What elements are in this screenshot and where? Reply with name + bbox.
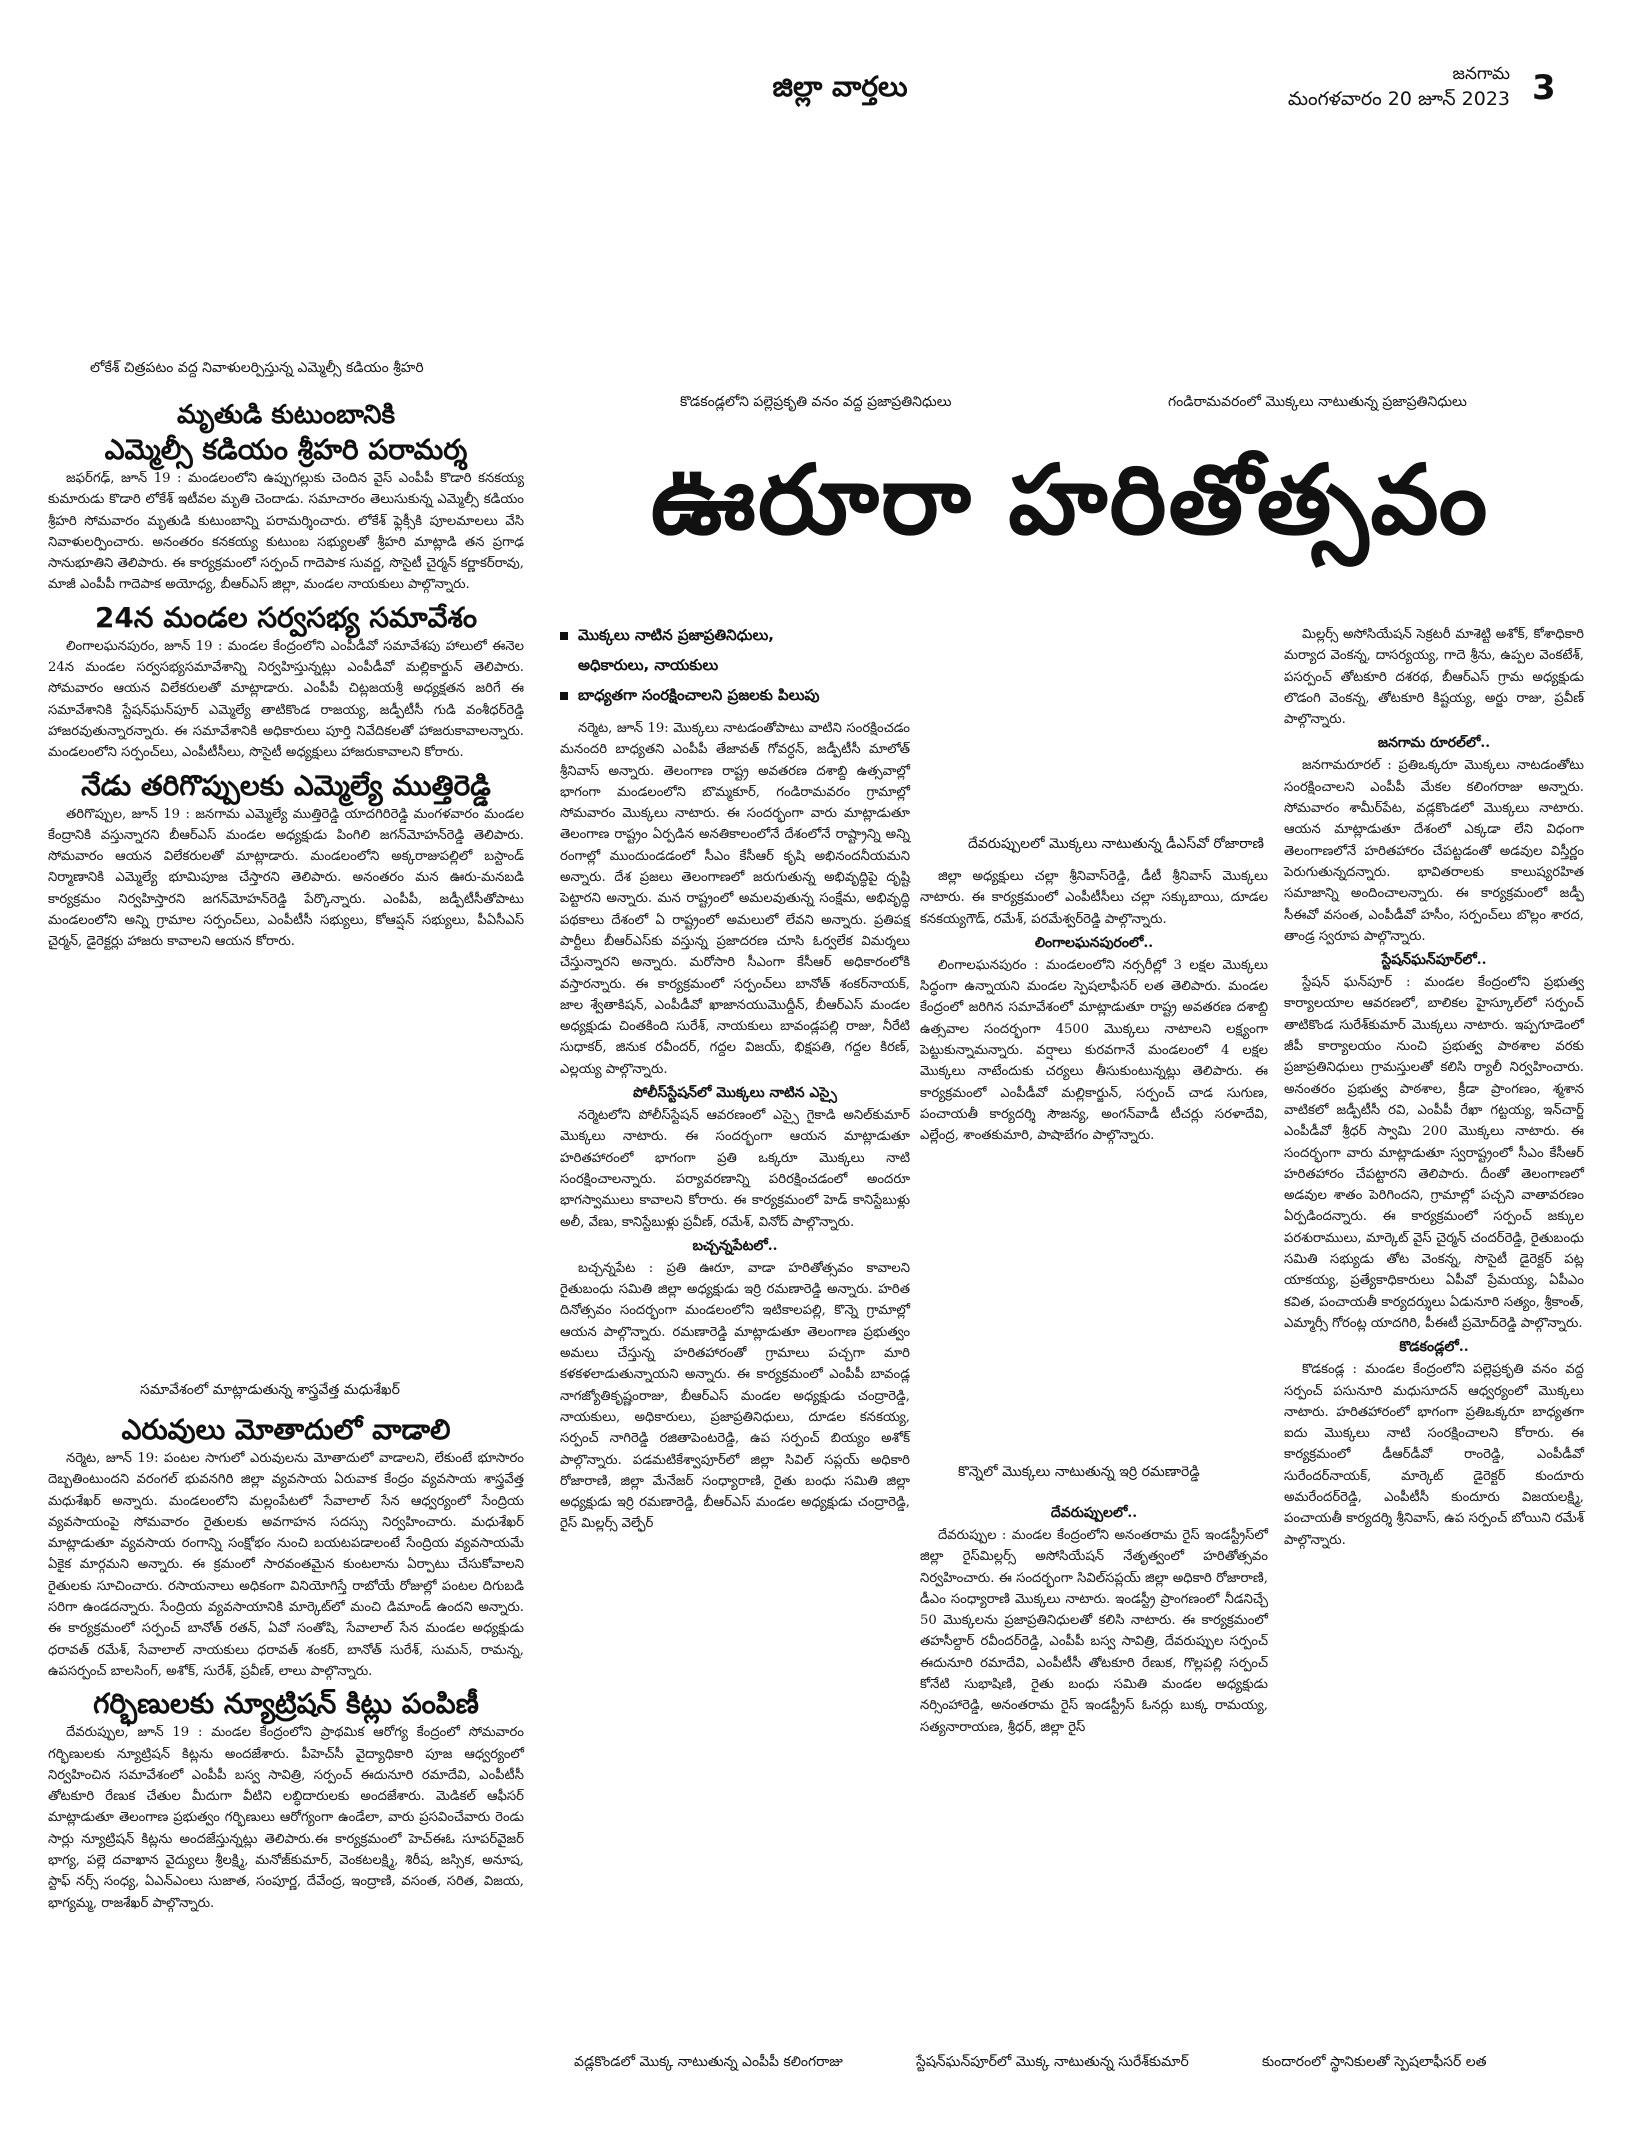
headline-fertilizers: ఎరువులు మోతాదులో వాడాలి xyxy=(121,1413,451,1446)
highlight-item: అధికారులు, నాయకులు xyxy=(578,656,719,674)
bullet-square-icon xyxy=(560,632,568,640)
highlight-item: మొక్కలు నాటిన ప్రజాప్రతినిధులు, xyxy=(560,620,980,650)
left-column-lower xyxy=(48,1412,524,1914)
main-col3-para2: జనగామరూరల్ : ప్రతిఒక్కరూ మొక్కలు నాటడంతోటు సంరక్షించాలని ఎంపీపీ మేకల కలింగరాజు అన్నారు. సోమవారం శామీర్‌పేట, వడ్లకొండలో మొక్కలు నాటారు. ఆయన మాట్లాడుతూ దేశంలో ఎక్కడా లేని విధంగా తెలంగాణలోనే హరితహారం చేపట్టడంతో అడవుల విస్తీర్ణం పెరుగుతున్నదన్నారు. భావితరాలకు కాలుష్యరహిత సమాజాన్ని అందించాలన్నారు. ఈ కార్యక్రమంలో జడ్పీ సీఈవో వసంత, ఎంపీడీవో హసీం, సర్పంచ్‌లు బొల్లం శారద, తాండ్ర స్వరూప పాల్గొన్నారు. xyxy=(1284,758,1584,944)
highlight-item: బాధ్యతగా సంరక్షించాలని ప్రజలకు పిలుపు xyxy=(560,680,980,710)
edition-city: జనగామ xyxy=(1452,64,1510,84)
main-col3-para4: కొడకండ్ల : మండల కేంద్రంలోని పల్లెప్రకృతి వనం వద్ద సర్పంచ్ పసునూరి మధుసూదన్ ఆధ్వర్యంలో మొక్కలు నాటారు. హరితహారంలో భాగంగా ప్రతిఒక్కరూ బాధ్యతగా ఐదు మొక్కలు నాటి సంరక్షించాలని కోరారు. ఈ కార్యక్రమంలో డీఆర్‌డీవో రాంరెడ్డి, ఎంపీడీవో సురేందర్‌నాయక్, మార్కెట్ డైరెక్టర్ కుందూరు అమరేందర్‌రెడ్డి, ఎంపీటీసీ కుందూరు విజయలక్ష్మి, పంచాయతీ కార్యదర్శి శ్రీనివాస్, ఉప సర్పంచ్ బోయిని రమేశ్ పాల్గొన్నారు. xyxy=(1284,1362,1584,1548)
subhead-station-ghanpur: స్టేషన్‌ఘన్‌పూర్‌లో.. xyxy=(1381,952,1487,969)
page-number: 3 xyxy=(1532,68,1556,108)
edition-date: మంగళవారం 20 జూన్ 2023 xyxy=(1287,88,1510,110)
bullet-square-icon xyxy=(560,692,568,700)
main-col1-para3: బచ్చన్నపేట : ప్రతి ఊరూ, వాడా హరితోత్సవం కావాలని రైతుబంధు సమితి జిల్లా అధ్యక్షుడు ఇర్రి రమణారెడ్డి అన్నారు. హరిత దినోత్సవం సందర్భంగా మండలంలోని ఇటికాలపల్లి, కొన్నె గ్రామాల్లో ఆయన పాల్గొన్నారు. రమణారెడ్డి మాట్లాడుతూ తెలంగాణ ప్రభుత్వం అమలు చేస్తున్న హరితహారంతో గ్రామాలు పచ్చగా మారి కళకళలాడుతున్నాయని అన్నారు. ఈ కార్యక్రమంలో ఎంపీపీ బావండ్ల నాగజ్యోతికృష్ణంరాజు, బీఆర్‌ఎస్ మండల అధ్యక్షుడు చంద్రారెడ్డి, నాయకులు, అధికారులు, ప్రజాప్రతినిధులు, దూడల కనకయ్య, సర్పంచ్ నాగిరెడ్డి రజితాపెంటరెడ్డి, ఉప సర్పంచ్ బియ్యం అశోక్ పాల్గొన్నారు. పడమటికేశ్వాపూర్‌లో జిల్లా సివిల్ సప్లయ్ అధికారి రోజారాణి, జిల్లా మేనేజర్ సంధ్యారాణి, రైతు బంధు సమితి జిల్లా అధ్యక్షుడు ఇర్రి రమణారెడ్డి, బీఆర్‌ఎస్ మండల అధ్యక్షుడు చంద్రారెడ్డి, రైస్ మిల్లర్స్ వెల్ఫేర్ xyxy=(560,1260,910,1532)
article-mandal-meeting-body: లింగాలఘనపురం, జూన్ 19 : మండల కేంద్రంలోని ఎంపీడీవో సమావేశపు హాలులో ఈనెల 24న మండల సర్వసభ్యసమావేశాన్ని నిర్వహిస్తున్నట్లు ఎంపీడీవో మల్లికార్జున్ తెలిపారు. సోమవారం ఆయన విలేకరులతో మాట్లాడారు. ఎంపీపీ చిట్లజయశ్రీ అధ్యక్షతన జరిగే ఈ సమావేశానికి స్టేషన్‌ఘన్‌పూర్ ఎమ్మెల్యే తాటికొండ రాజయ్య, జడ్పీటీసీ గుడి వంశీధర్‌రెడ్డి హాజరవుతున్నారన్నారు. ఈ సమావేశానికి అధికారులు పూర్తి నివేదికలతో హాజరుకావాలన్నారు. మండలంలోని సర్పంచ్‌లు, ఎంపీటీసీలు, సొసైటీ అధ్యక్షులు హాజరుకావాలని కోరారు. xyxy=(48,638,524,761)
subhead-lingalaghanapuram: లింగాలఘనపురంలో.. xyxy=(1034,934,1154,951)
photo-caption-gandiramavaram: గండిరామవరంలో మొక్కలు నాటుతున్న ప్రజాప్రతినిధులు xyxy=(1168,394,1467,410)
main-column-1 xyxy=(560,718,910,1535)
photo-caption-lokesh: లోకేశ్ చిత్రపటం వద్ద నివాళులర్పిస్తున్న ఎమ్మెల్సీ కడియం శ్రీహరి xyxy=(90,360,424,376)
headline-condolence-1: మృతుడి కుటుంబానికి xyxy=(176,400,396,430)
subhead-janagama-rural: జనగామ రూరల్‌లో.. xyxy=(1377,735,1491,752)
photo-caption-konne: కొన్నెలో మొక్కలు నాటుతున్న ఇర్రి రమణారెడ్డి xyxy=(958,1464,1200,1480)
left-column xyxy=(48,398,524,953)
headline-mandal-meeting: 24న మండల సర్వసభ్య సమావేశం xyxy=(94,600,478,634)
article-fertilizers-body: నర్మెట, జూన్ 19: పంటల సాగులో ఎరువులను మోతాదులో వాడాలని, లేకుంటే భూసారం దెబ్బతింటుందని వరంగల్ భువనగిరి జిల్లా వ్యవసాయ ఏరువాక కేంద్రం వ్యవసాయ శాస్త్రవేత్త మధుశేఖర్ అన్నారు. మండలంలోని మల్లంపేటలో సేవాలాల్ సేన ఆధ్వర్యంలో సేంద్రియ వ్యవసాయంపై సోమవారం రైతులకు అవగాహన సదస్సు నిర్వహించారు. మధుశేఖర్ మాట్లాడుతూ వ్యవసాయ రంగాన్ని సంక్షోభం నుంచి బయటపడాలంటే సేంద్రియ వ్యవసాయమే ఏకైక మార్గమని అన్నారు. ఈ క్రమంలో సారవంతమైన కుంటలాను ఏర్పాటు చేసుకోవాలని రైతులకు సూచించారు. రసాయనాలు అధికంగా వినియోగిస్తే రాబోయే రోజుల్లో పంటల దిగుబడి సరిగా ఉండదన్నారు. సేంద్రియ వ్యవసాయానికి మార్కెట్‌లో మంచి డిమాండ్ ఉందని అన్నారు. ఈ కార్యక్రమంలో సర్పంచ్ బానోత్ రతన్, ఏవో సంతోషి, సేవాలాల్ సేన మండల అధ్యక్షుడు ధరావత్ రమేశ్, సేవాలాల్ నాయకులు ధరావత్ శంకర్, బానోత్ సురేశ్, సుమన్, రామన్న, ఉపసర్పంచ్ బాలసింగ్, అశోక్, సురేశ్, ప్రవీణ్, లాలు పాల్గొన్నారు. xyxy=(48,1451,524,1679)
main-column-3 xyxy=(1284,624,1584,1551)
subhead-bachannapet: బచ్చన్నపేటలో.. xyxy=(692,1237,778,1254)
main-headline: ఊరూరా హరితోత్సవం xyxy=(650,444,1490,556)
photo-caption-stationghanpur: స్టేషన్‌ఘన్‌పూర్‌లో మొక్క నాటుతున్న సురేశ్‌కుమార్ xyxy=(916,2054,1189,2070)
article-nutrition-kits-body: దేవరుప్పుల, జూన్ 19 : మండల కేంద్రంలోని ప్రాథమిక ఆరోగ్య కేంద్రంలో సోమవారం గర్భిణులకు న్యూట్రిషన్ కిట్లను అందజేశారు. పీహెచ్‌సీ వైద్యాధికారి పూజ ఆధ్వర్యంలో నిర్వహించిన సమావేశంలో ఎంపీపీ బస్వ సావిత్రి, సర్పంచ్ ఈదునూరి రమాదేవి, ఎంపీటీసీ తోటకూరి రేణుక చేతుల మీదుగా వీటిని లబ్ధిదారులకు అందజేశారు. మెడికల్ ఆఫీసర్ మాట్లాడుతూ తెలంగాణ ప్రభుత్వం గర్భిణులు ఆరోగ్యంగా ఉండేలా, వారు ప్రసవించేవారు రెండు సార్లు న్యూట్రిషన్ కిట్లను అందజేస్తున్నట్లు తెలిపారు.ఈ కార్యక్రమంలో హెచ్‌ఈఓ సూపర్‌వైజర్ భాగ్య, పల్లె దవాఖాన వైద్యులు శ్రీలక్ష్మి, మనోజ్‌కుమార్, వెంకటలక్ష్మి, శిరీష, జస్సిక, అనూష, స్టాఫ్ నర్స్ సంధ్య, ఏఎన్ఎంలు సుజాత, సంపూర్ణ, దేవేంద్ర, ఇంద్రాణి, వసంత, సరిత, విజయ, భాగ్యమ్మ, రాజశేఖర్ పాల్గొన్నారు. xyxy=(48,1725,524,1911)
photo-caption-madhushekar: సమావేశంలో మాట్లాడుతున్న శాస్త్రవేత్త మధుశేఖర్ xyxy=(140,1382,400,1398)
main-col3-para1: మిల్లర్స్ అసోసియేషన్ సెక్రటరీ మాశెట్టి అశోక్, కోశాధికారి మర్యాద వెంకన్న, దాసర్యయ్య, గాదె శ్రీను, ఉప్పల వెంకటేశ్, పసర్పంచ్ తోటకూరి దశరథ, బీఆర్‌ఎస్ గ్రామ అధ్యక్షుడు లొడంగి వెంకన్న, తోటకూరి కిష్టయ్య, అర్జు రాజు, ప్రవీణ్ పాల్గొన్నారు. xyxy=(1284,627,1584,728)
article-condolence-body: జఫర్‌గఢ్, జూన్ 19 : మండలంలోని ఉప్పుగల్లుకు చెందిన వైస్ ఎంపీపీ కొడారి కనకయ్య కుమారుడు కొడారి లోకేశ్ ఇటీవల మృతి చెందాడు. సమాచారం తెలుసుకున్న ఎమ్మెల్సీ కడియం శ్రీహరి సోమవారం మృతుడి కుటుంబాన్ని పరామర్శించారు. లోకేశ్ ఫ్లెక్సీకి పూలమాలలు వేసి నివాళులర్పించారు. అనంతరం కనకయ్య కుటుంబ సభ్యులతో శ్రీహరి మాట్లాడి తన ప్రగాఢ సానుభూతిని తెలిపారు. ఈ కార్యక్రమంలో సర్పంచ్ గాదెపాక సువర్ణ, సొసైటీ చైర్మన్ కర్ణాకర్‌రావు, మాజీ ఎంపీపీ గాదెపాక అయోధ్య, బీఆర్‌ఎస్ జిల్లా, మండల నాయకులు పాల్గొన్నారు. xyxy=(48,471,524,593)
headline-nutrition-kits: గర్భిణులకు న్యూట్రిషన్ కిట్లు పంపిణీ xyxy=(93,1687,479,1721)
subhead-police-station: పోలీస్‌స్టేషన్‌లో మొక్కలు నాటిన ఎస్సై xyxy=(633,1085,837,1102)
main-col2-para3: దేవరుప్పుల : మండల కేంద్రంలోని అనంతరామ రైస్ ఇండస్ట్రీస్‌లో జిల్లా రైస్‌మిల్లర్స్ అసోసియేషన్ నేతృత్వంలో హరితోత్సవం నిర్వహించారు. ఈ సందర్భంగా సివిల్‌సప్లయ్ జిల్లా అధికారి రోజారాణి, డీఎం సంధ్యారాణి మొక్కలు నాటారు. ఇండస్ట్రీ ప్రాంగణంలో నీడనిచ్చే 50 మొక్కలను ప్రజాప్రతినిధులతో కలిసి నాటారు. ఈ కార్యక్రమంలో తహసీల్దార్ రవీందర్‌రెడ్డి, ఎంపీపీ బస్వ సావిత్రి, దేవరుప్పుల సర్పంచ్ ఈదునూరి రమాదేవి, ఎంపీటీసీ తోటకూరి రేణుక, గొల్లపల్లి సర్పంచ్ కోనేటి సుభాషిణి, రైతు బంధు సమితి మండల అధ్యక్షుడు నర్సింహారెడ్డి, అనంతరామ రైస్ ఇండస్ట్రీస్ ఓనర్లు బుక్క రామయ్య, సత్యనారాయణ, శ్రీధర్, జిల్లా రైస్ xyxy=(920,1528,1268,1735)
main-col2-para1: జిల్లా అధ్యక్షులు చల్లా శ్రీనివాస్‌రెడ్డి, డీటీ శ్రీనివాస్ మొక్కలు నాటారు. ఈ కార్యక్రమంలో ఎంపీటీసీలు చల్లా సక్కుబాయి, దూడల కనకయ్యగౌడ్, రమేశ్, పరమేశ్వర్‌రెడ్డి పాల్గొన్నారు. xyxy=(920,869,1268,927)
main-highlights xyxy=(560,620,980,710)
main-col3-para3: స్టేషన్ ఘన్‌పూర్ : మండల కేంద్రంలోని ప్రభుత్వ కార్యాలయాల ఆవరణలో, బాలికల హైస్కూల్‌లో సర్పంచ్ తాటికొండ సురేశ్‌కుమార్ మొక్కలు నాటారు. ఇప్పగూడెంలో జీపీ కార్యాలయం నుంచి ప్రభుత్వ పాఠశాల వరకు ప్రజాప్రతినిధులు గ్రామస్తులతో కలిసి ర్యాలీ నిర్వహించారు. అనంతరం ప్రభుత్వ పాఠశాల, క్రీడా ప్రాంగణం, శ్మశాన వాటికలో జడ్పీటీసీ రవి, ఎంపీపీ రేఖా గట్టయ్య, ఇన్‌చార్జ్ ఎంపీడీవో శ్రీధర్ స్వామి 200 మొక్కలు నాటారు. ఈ సందర్భంగా వారు మాట్లాడుతూ స్వరాష్ట్రంలో సీఎం కేసీఆర్ హరితహారం చేపట్టారని తెలిపారు. దీంతో తెలంగాణలో అడవుల శాతం పెరిగిందని, గ్రామాల్లో పచ్చని వాతావరణం ఏర్పడిందన్నారు. ఈ కార్యక్రమంలో సర్పంచ్ జక్కుల పరశురాములు, మార్కెట్ వైస్ చైర్మన్ చందర్‌రెడ్డి, రైతుబంధు సమితి సభ్యుడు తోట వెంకన్న, సొసైటీ డైరెక్టర్ పట్ల యాకయ్య, ప్రత్యేకాధికారులు ఏపీవో ప్రేమయ్య, ఏపీఎం కవిత, పంచాయతీ కార్యదర్శులు ఏడునూరి సత్యం, శ్రీకాంత్, ఎమ్మార్సీ గోరంట్ల యాదగిరి, పీఈటీ ప్రమోద్‌రెడ్డి పాల్గొన్నారు. xyxy=(1284,975,1584,1331)
photo-caption-kundaram: కుందారంలో స్థానికులతో స్పెషలాఫీసర్ లత xyxy=(1262,2054,1487,2070)
photo-caption-kodakandla: కొడకండ్లలోని పల్లెప్రకృతి వనం వద్ద ప్రజాప్రతినిధులు xyxy=(680,394,952,410)
section-title: జిల్లా వార్తలు xyxy=(772,70,908,103)
main-column-2-lower xyxy=(920,1500,1268,1738)
main-col1-para2: నర్మెటలోని పోలీస్‌స్టేషన్ ఆవరణంలో ఎస్సై గైకాడి అనిల్‌కుమార్ మొక్కలు నాటారు. ఈ సందర్భంగా ఆయన మాట్లాడుతూ హరితహారంలో భాగంగా ప్రతి ఒక్కరూ మొక్కలు నాటి సంరక్షించాలన్నారు. పర్యావరణాన్ని పరిరక్షించడంలో అందరూ భాగస్వాములు కావాలని కోరారు. ఈ కార్యక్రమంలో హెడ్ కానిస్టేబుళ్లు అలీ, వేణు, కానిస్టేబుళ్లు ప్రవీణ్, రమేశ్, వినోద్ పాల్గొన్నారు. xyxy=(560,1108,910,1230)
subhead-devaruppula: దేవరుప్పులలో.. xyxy=(1050,1505,1138,1521)
headline-mla-visit: నేడు తరిగొప్పులకు ఎమ్మెల్యే ముత్తిరెడ్డి xyxy=(81,768,491,802)
article-mla-visit-body: తరిగొప్పుల, జూన్ 19 : జనగామ ఎమ్మెల్యే ముత్తిరెడ్డి యాదగిరిరెడ్డి మంగళవారం మండల కేంద్రానికి వస్తున్నారని బీఆర్‌ఎస్ మండల అధ్యక్షుడు పింగిలి జగన్‌మోహన్‌రెడ్డి తెలిపారు. సోమవారం ఆయన విలేకరులతో మాట్లాడారు. మండలంలోని అక్కరాజుపల్లిలో బస్టాండ్ నిర్మాణానికి ఎమ్మెల్యే భూమిపూజ చేస్తారని తెలిపారు. అనంతరం మన ఊరు-మనబడి కార్యక్రమం నిర్వహిస్తారని జగన్‌మోహన్‌రెడ్డి పేర్కొన్నారు. ఎంపీపీ, జడ్పీటీసీతోపాటు మండలంలోని అన్ని గ్రామాల సర్పంచ్‌లు, ఎంపీటీసీ సభ్యులు, కోఆప్షన్ సభ్యులు, పీఏసీఎస్ చైర్మన్, డైరెక్టర్లు హాజరు కావాలని ఆయన కోరారు. xyxy=(48,806,524,950)
main-column-2 xyxy=(920,866,1268,1147)
main-col1-para1: నర్మెట, జూన్ 19: మొక్కలు నాటడంతోపాటు వాటిని సంరక్షించడం మనందరి బాధ్యతని ఎంపీపీ తేజావత్ గోవర్ధన్, జడ్పీటీసీ మాలోత్ శ్రీనివాస్ అన్నారు. తెలంగాణ రాష్ట్ర అవతరణ దశాబ్ది ఉత్సవాల్లో భాగంగా మండలంలోని బొమ్మకూర్, గండిరామవరం గ్రామాల్లో సోమవారం మొక్కలు నాటారు. ఈ సందర్భంగా వారు మాట్లాడుతూ తెలంగాణ రాష్ట్రం ఏర్పడిన అనతికాలంలోనే దేశంలోనే రాష్ట్రాన్ని అన్ని రంగాల్లో ముందుండడంలో సీఎం కేసీఆర్ కృషి అభినందనీయమని అన్నారు. దేశ ప్రజలు తెలంగాణలో జరుగుతున్న అభివృద్ధిపై దృష్టి పెట్టారని అన్నారు. మన రాష్ట్రంలో అమలవుతున్న సంక్షేమ, అభివృద్ధి పథకాలు దేశంలో ఏ రాష్ట్రంలో అమలులో లేవని అన్నారు. ప్రతిపక్ష పార్టీలు బీఆర్‌ఎస్‌కు వస్తున్న ప్రజాదరణ చూసి ఓర్వలేక విమర్శలు చేస్తున్నారని అన్నారు. మరోసారి సీఎంగా కేసీఆర్ అధికారంలోకి వస్తారన్నారు. ఈ కార్యక్రమంలో సర్పంచ్‌లు బానోత్ శంకర్‌నాయక్, జాల శ్వేతాకిషన్, ఎంపీడీవో ఖాజానయుమొద్దీన్, బీఆర్‌ఎస్ మండల అధ్యక్షుడు చింతకింది సురేశ్, నాయకులు బావండ్లపల్లి రాజు, నీరేటి సుధాకర్, జినుక రవీందర్, గద్దల విజయ్, భిక్షపతి, గద్దల కిరణ్, ఎల్లయ్య పాల్గొన్నారు. xyxy=(560,721,910,1077)
photo-caption-vadlakonda: వడ్లకొండలో మొక్క నాటుతున్న ఎంపీపీ కలింగరాజు xyxy=(574,2054,843,2070)
main-col2-para2: లింగాలఘనపురం : మండలంలోని నర్సరీల్లో 3 లక్షల మొక్కలు సిద్ధంగా ఉన్నాయని మండల స్పెషలాఫీసర్ లత తెలిపారు. మండల కేంద్రంలో జరిగిన సమావేశంలో మాట్లాడుతూ రాష్ట్ర అవతరణ దశాబ్ది ఉత్సవాల సందర్భంగా 4500 మొక్కలు నాటాలని లక్ష్యంగా పెట్టుకున్నామన్నారు. వర్షాలు కురవగానే మండలంలో 4 లక్షల మొక్కలు నాటేందుకు చర్యలు తీసుకుంటున్నట్లు తెలిపారు. ఈ కార్యక్రమంలో ఎంపీడీవో మల్లికార్జున్, సర్పంచ్ చాడ సుగుణ, పంచాయతీ కార్యదర్శి సౌజన్య, అంగన్‌వాడీ టీచర్లు సరళాదేవి, ఎల్లేంద్ర, శాంతకుమారి, పాషాబేగం పాల్గొన్నారు. xyxy=(920,957,1268,1144)
photo-caption-devaruppula: దేవరుప్పులలో మొక్కలు నాటుతున్న డీఎస్‌వో రోజారాణి xyxy=(968,836,1264,852)
subhead-kodakandla: కొడకండ్లలో.. xyxy=(1399,1339,1469,1356)
headline-condolence-2: ఎమ్మెల్సీ కడియం శ్రీహరి పరామర్శ xyxy=(104,433,468,466)
